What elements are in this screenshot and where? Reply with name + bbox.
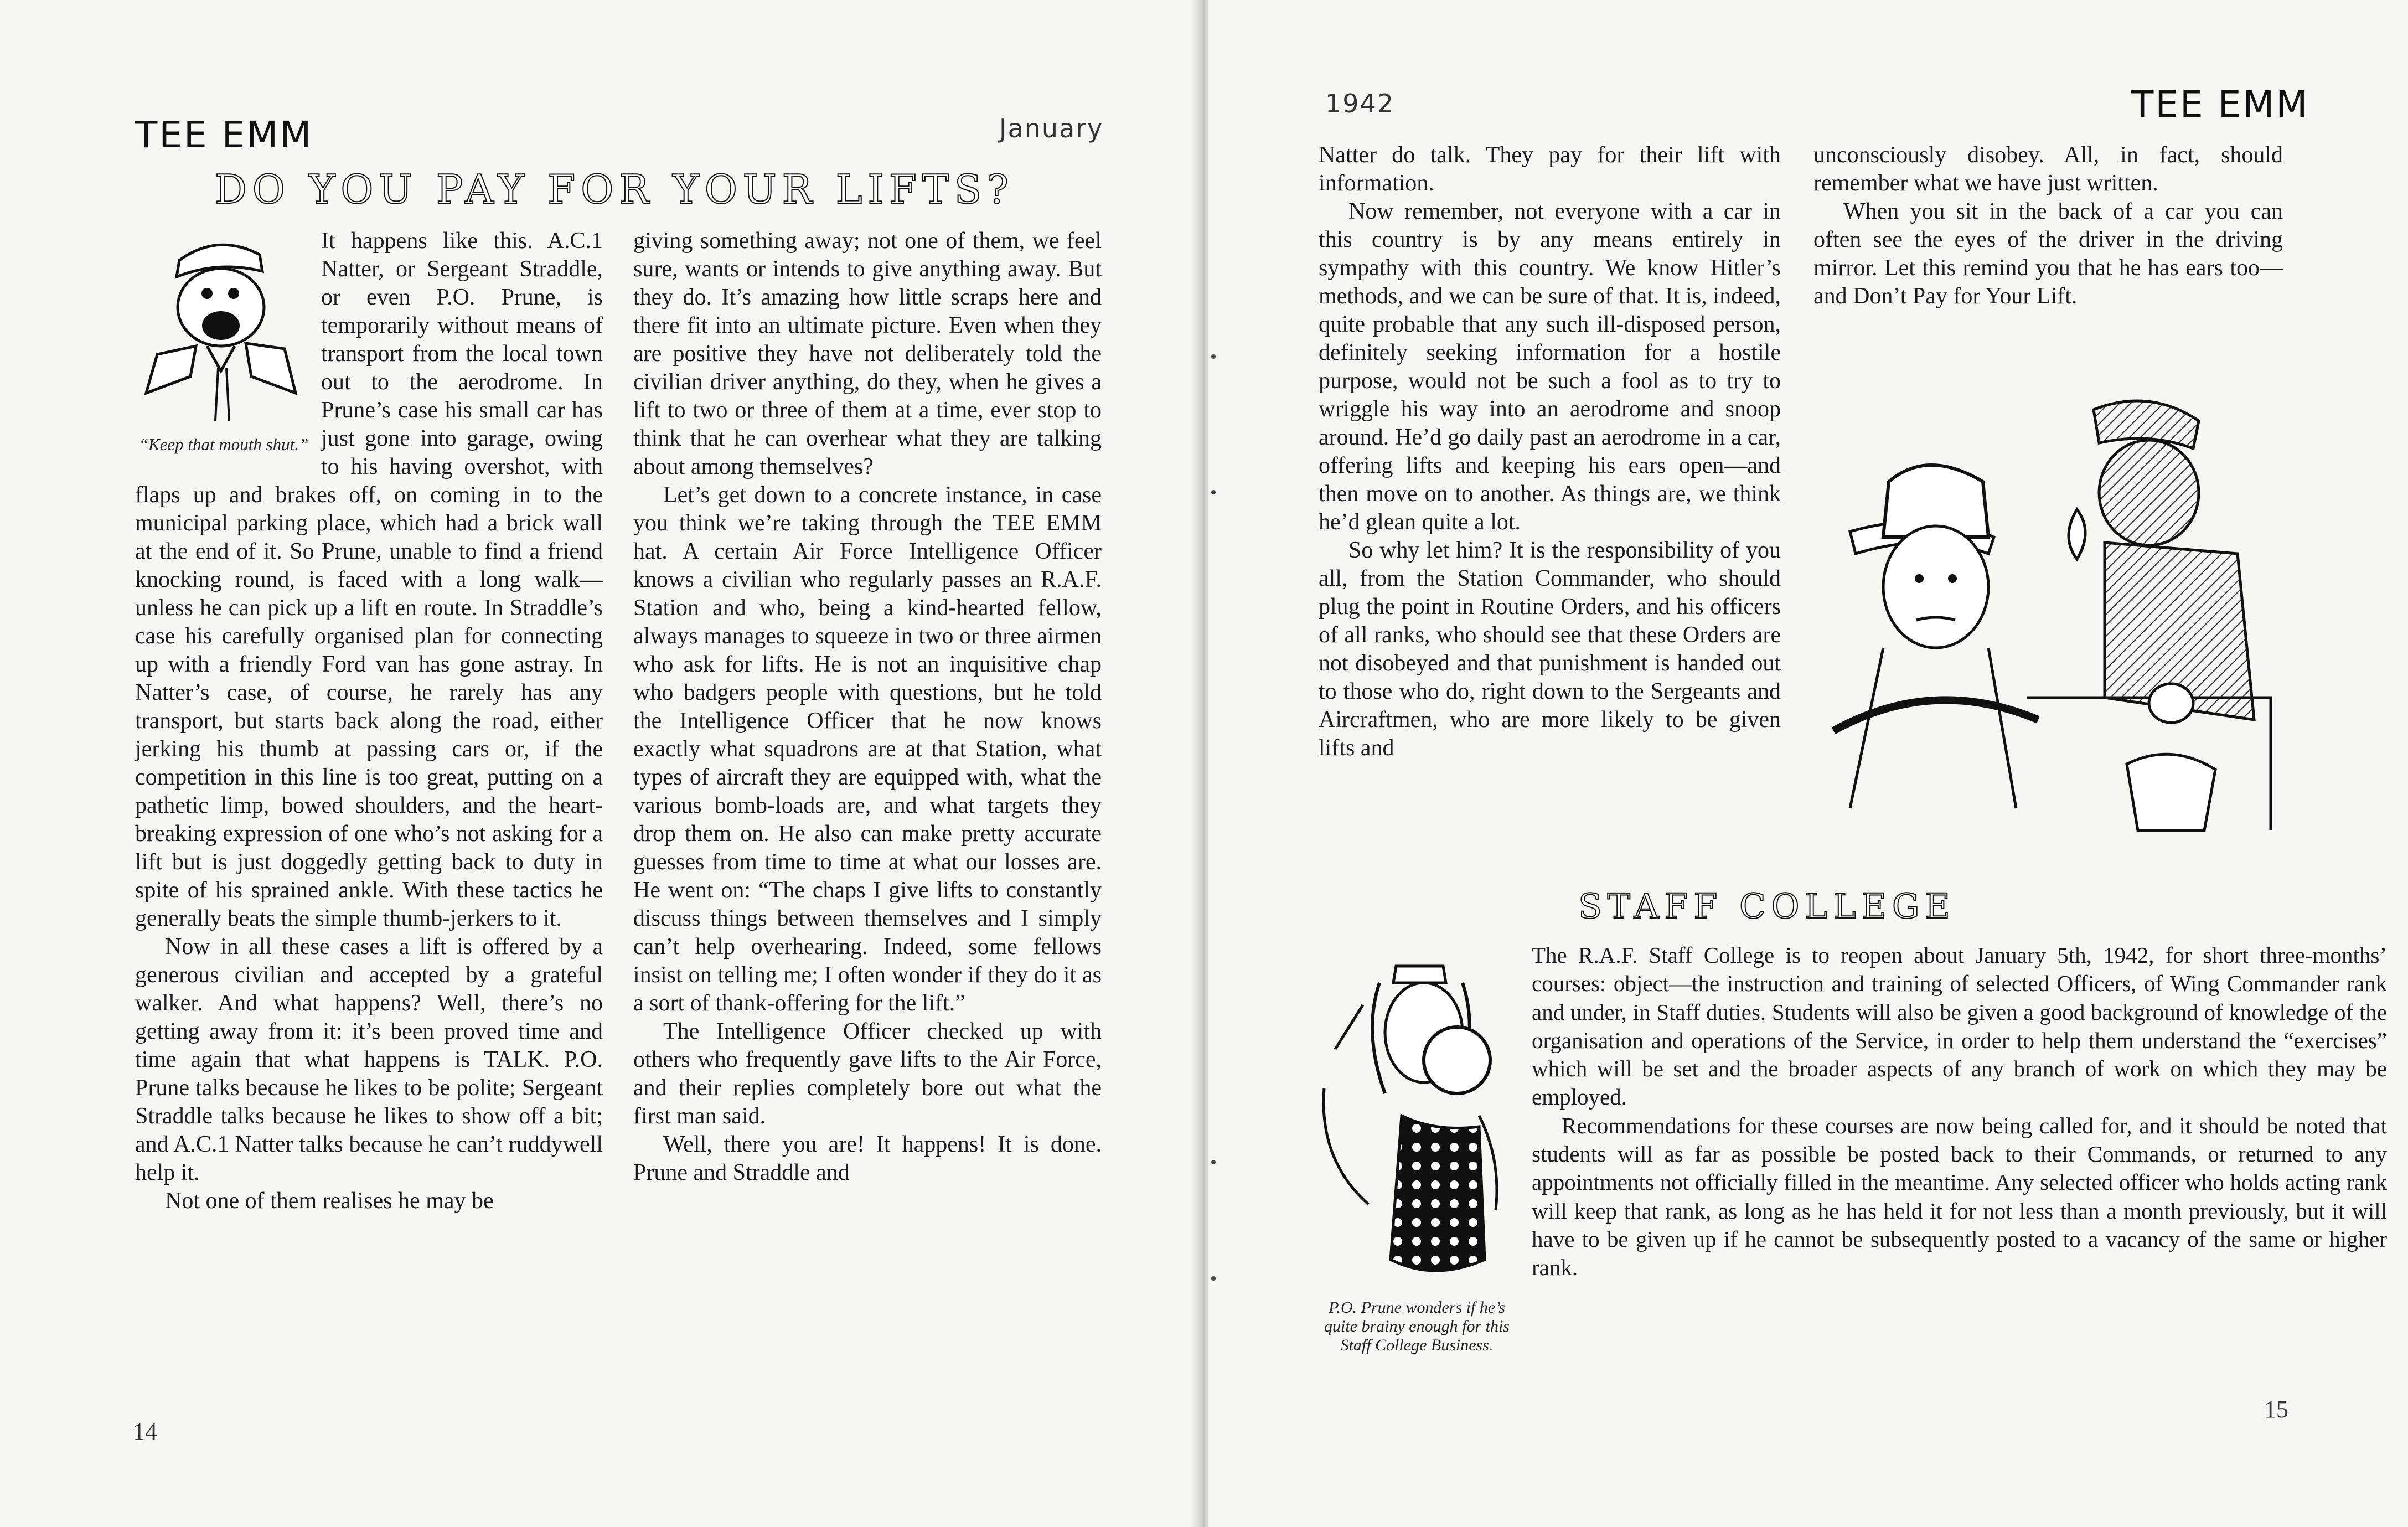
binding-mark <box>1211 1160 1216 1164</box>
issue-month: January <box>999 114 1104 143</box>
natter-cartoon-caption: “Keep that mouth shut.” <box>138 435 309 454</box>
article-column-2 <box>633 227 1102 1187</box>
continuation-paragraph: Now remember, not everyone with a car in this country is by any means entirely in sympathy with this country. We know Hitler’s methods, and we can be sure of that. It is, indeed, quite probable that any such ill-disposed person, definitely seeking information for a hostile purpose, would not be such a fool as to try to wriggle his way into an aerodrome and snoop around. He’d go daily past an aerodrome in a car, offering lifts and keeping his ears open—and then move on to another. As things are, we think he’d glean quite a lot. <box>1319 199 1781 535</box>
prune-cartoon-illustration <box>1313 950 1534 1304</box>
natter-cartoon-illustration <box>135 227 301 432</box>
continuation-column-2 <box>1813 141 2283 311</box>
car-lift-cartoon-illustration <box>1817 388 2287 858</box>
masthead-right: TEE EMM <box>2131 83 2309 126</box>
right-page <box>1208 0 2408 1527</box>
page-number-left: 14 <box>133 1418 157 1445</box>
continuation-paragraph: So why let him? It is the responsibility of you all, from the Station Commander, who should plug the point in Routine Orders, and his officers of all ranks, who should see that these Orders are not disobeyed and that punishment is handed out to those who do, right down to the Sergeants and Aircraftmen, who are more likely to be given lifts and <box>1319 538 1781 761</box>
column-2-paragraph: The Intelligence Officer checked up with others who frequently gave lifts to the Air Force, and their replies completely bore out what the first man said. <box>633 1019 1102 1129</box>
column-2-paragraph: giving something away; not one of them, we feel sure, wants or intends to give anything away. But they do. It’s amazing how little scraps here and there fit into an ultimate picture. Even when they are positive they have not deliberately told the civilian driver anything, do they, when he gives a lift to two or three of them at a time, ever stop to think that he can overhear what they are talking about among themselves? <box>633 228 1102 479</box>
binding-mark <box>1211 490 1216 494</box>
column-1-paragraph: Now in all these cases a lift is offered by a generous civilian and accepted by a grateful walker. And what happens? Well, there’s no getting away from it: it’s been proved time and time again that what happens is TALK. P.O. Prune talks because he likes to be polite; Sergeant Straddle talks because he likes to show off a bit; and A.C.1 Natter talks because he can’t ruddywell help it. <box>135 934 603 1185</box>
masthead-left: TEE EMM <box>135 114 313 156</box>
article-column-1 <box>135 227 603 1215</box>
column-2-paragraph: Well, there you are! It happens! It is done. Prune and Straddle and <box>633 1132 1102 1185</box>
continuation-paragraph: Natter do talk. They pay for their lift with information. <box>1319 142 1781 196</box>
left-page <box>0 0 1200 1527</box>
staff-college-heading: STAFF COLLEGE <box>1578 886 1956 926</box>
continuation-paragraph: When you sit in the back of a car you can often see the eyes of the driver in the driving mirror. Let this remind you that he has ears too—and Don’t Pay for Your Lift. <box>1813 199 2283 309</box>
continuation-column-1 <box>1319 141 1781 762</box>
staff-college-text <box>1532 941 2387 1282</box>
binding-mark <box>1211 354 1216 359</box>
staff-college-paragraph: Recommendations for these courses are now being called for, and it should be noted that students will as far as possible be posted back to their Commands, or returned to any appointments not officially filled in the meantime. Any selected officer who holds acting rank will keep that rank, as long as he has held it for not less than a month previously, but it will have to be given up if he cannot be subsequently posted to a vacancy of the same or higher rank. <box>1532 1112 2387 1281</box>
column-1-paragraph: It happens like this. A.C.1 Natter, or Sergeant Straddle, or even P.O. Prune, is temporarily without means of transport from the local town out to the aerodrome. In Prune’s case his small car has just gone into garage, owing to his having overshot, with flaps up and brakes off, on coming in to the municipal parking place, which had a brick wall at the end of it. So Prune, unable to find a friend knocking round, is faced with a long walk—unless he can pick up a lift en route. In Straddle’s case his carefully organised plan for connecting up with a friendly Ford van has gone astray. In Natter’s case, of course, he rarely has any transport, but starts back along the road, either jerking his thumb at passing cars or, if the competition in this line is too great, putting on a pathetic limp, bowed shoulders, and the heart-breaking expression of one who’s not asking for a lift but is just doggedly getting back to duty in spite of his sprained ankle. With these tactics he generally beats the simple thumb-jerkers to it. <box>135 228 603 931</box>
continuation-paragraph: unconsciously disobey. All, in fact, should remember what we have just written. <box>1813 142 2283 196</box>
page-number-right: 15 <box>2264 1396 2288 1423</box>
column-2-paragraph: Let’s get down to a concrete instance, in case you think we’re taking through the TEE EMM hat. A certain Air Force Intelligence Officer knows a civilian who regularly passes an R.A.F. Station and who, being a kind-hearted fellow, always manages to squeeze in two or three airmen who ask for lifts. He is not an inquisitive chap who badgers people with questions, but he told the Intelligence Officer that he now knows exactly what squadrons are at that Station, what types of aircraft they are equipped with, what the various bomb-loads are, and what targets they drop them on. He also can make pretty accurate guesses from time to time at what our losses are. He went on: “The chaps I give lifts to constantly discuss things between themselves and I simply can’t help overhearing. Indeed, some fellows insist on telling me; I often wonder if they do it as a sort of thank-offering for the lift.” <box>633 482 1102 1016</box>
staff-college-paragraph: The R.A.F. Staff College is to reopen about January 5th, 1942, for short three-months’ courses: object—the instruction and training of selected Officers, of Wing Commander rank and under, in Staff duties. Students will also be given a good background of knowledge of the organisation and operations of the Service, in order to help them understand the “exercises” which will be set and the broader aspects of any branch of work on which they may be employed. <box>1532 942 2387 1110</box>
binding-mark <box>1211 1276 1216 1281</box>
cartoon-natter-wrap <box>135 227 318 471</box>
issue-year: 1942 <box>1325 89 1395 118</box>
article-headline: DO YOU PAY FOR YOUR LIFTS? <box>215 166 1014 213</box>
prune-cartoon-caption: P.O. Prune wonders if he’s quite brainy enough for this Staff College Business. <box>1324 1298 1510 1354</box>
column-1-paragraph: Not one of them realises he may be <box>165 1188 494 1214</box>
